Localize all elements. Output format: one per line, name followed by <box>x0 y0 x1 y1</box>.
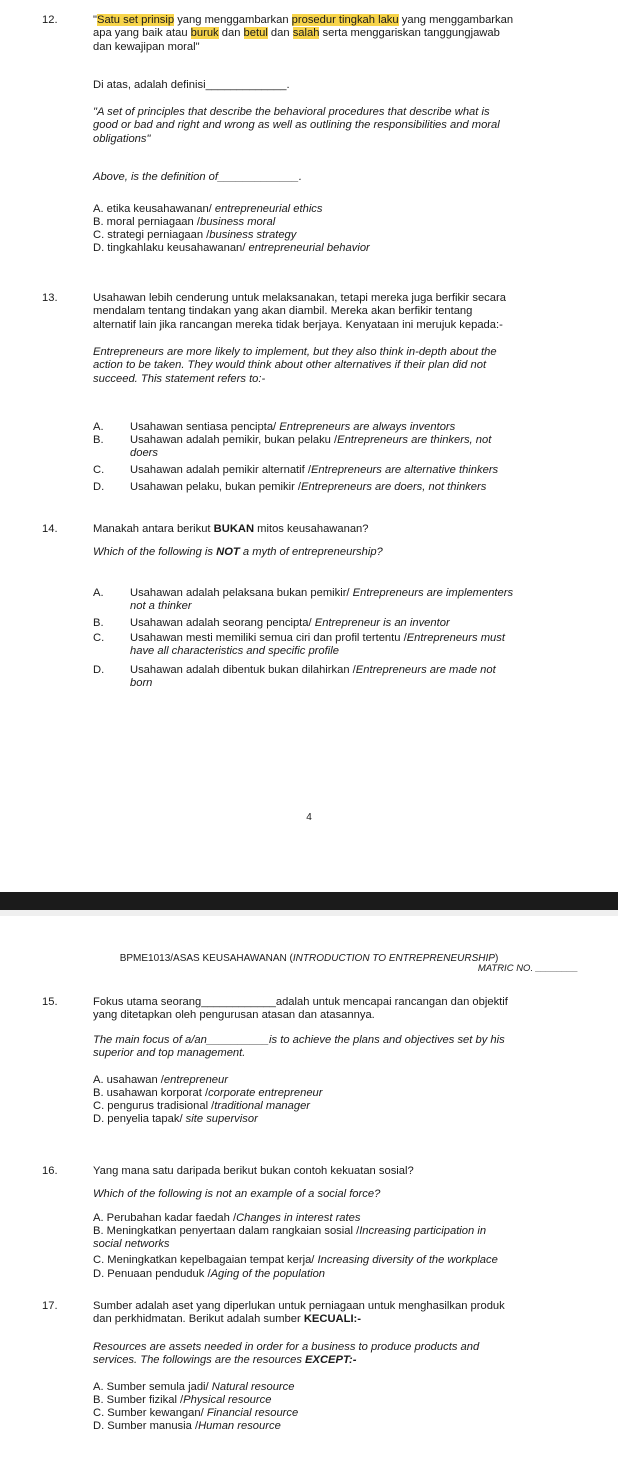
question-text-en: Which of the following is not an example of a social force? <box>93 1188 381 1200</box>
option-b: B. usahawan korporat /corporate entrepreneur <box>93 1087 323 1099</box>
option-c: C. Sumber kewangan/ Financial resource <box>93 1407 299 1419</box>
option-b: B. Sumber fizikal /Physical resource <box>93 1394 272 1406</box>
option-b: B. moral perniagaan /business moral <box>93 216 276 228</box>
highlight: prosedur tingkah laku <box>291 14 399 26</box>
question-text-ms: Sumber adalah aset yang diperlukan untuk perniagaan untuk menghasilkan produk dan perkhidmatan. Berikut adalah sumber KECUALI:- <box>93 1300 505 1326</box>
question-number: 15. <box>42 996 58 1008</box>
option-d: D. penyelia tapak/ site supervisor <box>93 1113 258 1125</box>
question-text-en: The main focus of a/an__________is to achieve the plans and objectives set by his superior and top management. <box>93 1034 505 1060</box>
question-text-ms: Fokus utama seorang____________adalah untuk mencapai rancangan dan objektif yang ditetapkan oleh pengurusan atasan dan atasannya. <box>93 996 508 1022</box>
option-c: C. Meningkatkan kepelbagaian tempat kerja/ Increasing diversity of the workplace <box>93 1254 498 1266</box>
question-text-en: "A set of principles that describe the behavioral procedures that describe what is good or bad and right and wrong as well as outlining the responsibilities and moral obligations" <box>93 106 500 145</box>
question-text-ms: Yang mana satu daripada berikut bukan contoh kekuatan sosial? <box>93 1165 414 1177</box>
question-number: 14. <box>42 523 58 535</box>
option-a: A. Perubahan kadar faedah /Changes in interest rates <box>93 1212 361 1224</box>
highlight: buruk <box>190 27 219 40</box>
option-a: A. Sumber semula jadi/ Natural resource <box>93 1381 295 1393</box>
question-text-en: Resources are assets needed in order for a business to produce products and services. The followings are the resources EXCEPT:- <box>93 1341 480 1367</box>
blank-prompt-ms: Di atas, adalah definisi_____________. <box>93 79 290 91</box>
option-c: C. strategi perniagaan /business strategy <box>93 229 297 241</box>
option-b: B. Meningkatkan penyertaan dalam rangkaian sosial /Increasing participation in social networks <box>93 1225 487 1250</box>
question-number: 17. <box>42 1300 58 1312</box>
option-d: D. Penuaan penduduk /Aging of the population <box>93 1268 326 1280</box>
question-number: 12. <box>42 14 58 26</box>
option-d: D. tingkahlaku keusahawanan/ entrepreneurial behavior <box>93 242 370 254</box>
highlight: salah <box>292 27 320 40</box>
question-text-en: Which of the following is NOT a myth of entrepreneurship? <box>93 546 383 558</box>
highlight: betul <box>243 27 268 40</box>
question-text-en: Entrepreneurs are more likely to implement, but they also think in-depth about the action to be taken. They would think about other alternatives if their plan did not succeed. This statement refers to:- <box>93 346 497 385</box>
page-header: BPME1013/ASAS KEUSAHAWANAN (INTRODUCTION TO ENTREPRENEURSHIP) <box>119 953 499 964</box>
option-a: A. usahawan /entrepreneur <box>93 1074 228 1086</box>
option-c: C. pengurus tradisional /traditional manager <box>93 1100 311 1112</box>
question-number: 16. <box>42 1165 58 1177</box>
matric-number-field: MATRIC NO. ________ <box>477 963 578 974</box>
question-text-ms: "Satu set prinsip yang menggambarkan prosedur tingkah laku yang menggambarkan apa yang baik atau buruk dan betul dan salah serta menggariskan tanggungjawab dan kewajipan moral" <box>93 14 514 53</box>
option-a: A. etika keusahawanan/ entrepreneurial ethics <box>93 203 323 215</box>
question-text-ms: Usahawan lebih cenderung untuk melaksanakan, tetapi mereka juga berfikir secara mendalam tentang tindakan yang akan diambil. Mereka akan berfikir tentang alternatif lain jika rancangan mereka tidak berjaya. Kenyataan ini merujuk kepada:- <box>93 292 506 331</box>
question-text-ms: Manakah antara berikut BUKAN mitos keusahawanan? <box>93 523 369 535</box>
question-number: 13. <box>42 292 58 304</box>
blank-prompt-en: Above, is the definition of_____________. <box>93 171 303 183</box>
page-gap <box>0 910 618 916</box>
page-divider <box>0 892 618 910</box>
option-d: D. Sumber manusia /Human resource <box>93 1420 281 1432</box>
page-number: 4 <box>306 812 312 823</box>
highlight: Satu set prinsip <box>96 14 175 26</box>
